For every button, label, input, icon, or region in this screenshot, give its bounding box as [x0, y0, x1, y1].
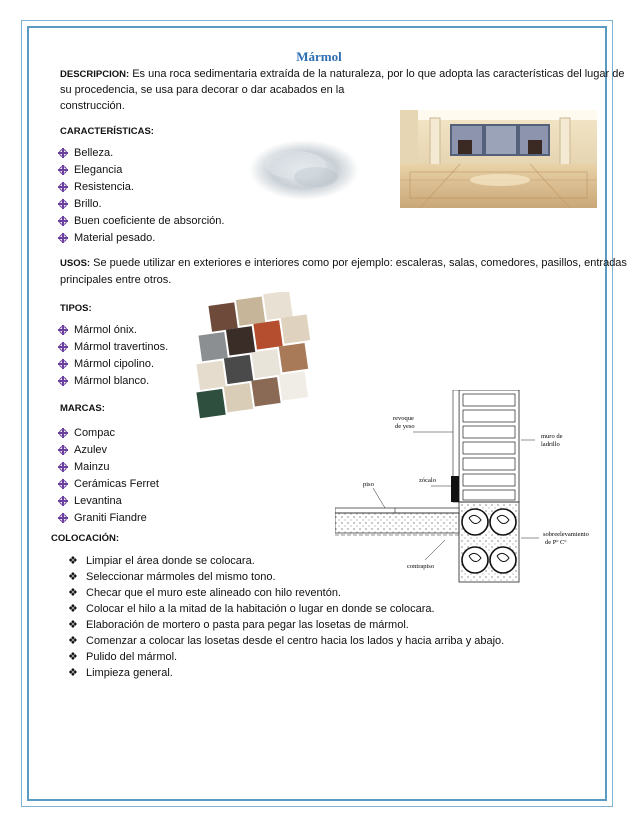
diamond-bullet-icon: ❖ [68, 635, 78, 647]
list-item: Mármol travertinos. [58, 339, 168, 356]
diamond-bullet-icon: ❖ [68, 555, 78, 567]
bullet-cross-icon [58, 148, 68, 158]
diamond-bullet-icon: ❖ [68, 587, 78, 599]
diamond-bullet-icon: ❖ [68, 651, 78, 663]
usos-text-2: principales entre otros. [60, 274, 172, 286]
list-item: Levantina [58, 493, 159, 510]
bullet-cross-icon [58, 199, 68, 209]
diamond-bullet-icon: ❖ [68, 667, 78, 679]
list-item: Graniti Fiandre [58, 510, 159, 527]
list-item: ❖ Limpiar el área donde se colocara. [68, 555, 255, 567]
list-item: ❖ Pulido del mármol. [68, 651, 178, 663]
tipos-label: TIPOS: [60, 303, 92, 314]
bullet-cross-icon [58, 496, 68, 506]
bullet-cross-icon [58, 342, 68, 352]
descripcion-label: DESCRIPCION: [60, 69, 130, 80]
list-item: ❖ Seleccionar mármoles del mismo tono. [68, 571, 276, 583]
label-sobreelevamiento: sobreelevamiento [543, 531, 589, 538]
label-muro: muro de [541, 433, 563, 440]
marcas-label: MARCAS: [60, 403, 105, 414]
page-title: Mármol [296, 49, 342, 64]
caracteristicas-label: CARACTERÍSTICAS: [60, 126, 154, 137]
bullet-cross-icon [58, 233, 68, 243]
diamond-bullet-icon: ❖ [68, 603, 78, 615]
list-item: Compac [58, 425, 159, 442]
list-item: Mármol cipolino. [58, 356, 168, 373]
marble-rock-photo [246, 137, 362, 203]
marble-floor-photo [400, 110, 597, 208]
label-revoque: revoque [393, 415, 414, 422]
descripcion-text-1: Es una roca sedimentaria extraída de la naturaleza, por lo que adopta las características del lugar de [132, 68, 625, 80]
list-item: ❖ Limpieza general. [68, 667, 173, 679]
bullet-cross-icon [58, 165, 68, 175]
list-item: ❖ Checar que el muro este alineado con hilo reventón. [68, 587, 341, 599]
bullet-cross-icon [58, 513, 68, 523]
label-piso: piso [363, 481, 374, 488]
list-item: Brillo. [58, 196, 224, 213]
label-contrapiso: contrapiso [407, 563, 435, 570]
list-item: Material pesado. [58, 230, 224, 247]
descripcion-text-3: construcción. [60, 100, 125, 112]
usos-label: USOS: [60, 258, 91, 269]
bullet-cross-icon [58, 428, 68, 438]
list-item: Belleza. [58, 145, 224, 162]
bullet-cross-icon [58, 376, 68, 386]
list-item: Cerámicas Ferret [58, 476, 159, 493]
colocacion-list [66, 553, 504, 681]
list-item: Mármol ónix. [58, 322, 168, 339]
bullet-cross-icon [58, 216, 68, 226]
bullet-cross-icon [58, 445, 68, 455]
descripcion-text-2: su procedencia, se usa para decorar o dar acabados en la [60, 84, 345, 96]
bullet-cross-icon [58, 462, 68, 472]
label-sobreelevamiento-2: de Pº Cº [545, 539, 567, 546]
list-item: Mainzu [58, 459, 159, 476]
diamond-bullet-icon: ❖ [68, 571, 78, 583]
list-item: Resistencia. [58, 179, 224, 196]
list-item: Azulev [58, 442, 159, 459]
label-zocalo: zócalo [419, 477, 436, 484]
list-item: ❖ Comenzar a colocar las losetas desde el centro hacia los lados y hacia arriba y abajo. [68, 635, 505, 647]
list-item: Buen coeficiente de absorción. [58, 213, 224, 230]
diamond-bullet-icon: ❖ [68, 619, 78, 631]
list-item: ❖ Colocar el hilo a la mitad de la habitación o lugar en donde se colocara. [68, 603, 435, 615]
bullet-cross-icon [58, 359, 68, 369]
usos-text-1: Se puede utilizar en exteriores e interiores como por ejemplo: escaleras, salas, comedores, pasillos, entradas [93, 257, 627, 269]
label-muro-2: ladrillo [541, 441, 560, 448]
usos-line-1 [60, 255, 627, 272]
marcas-list [58, 425, 159, 527]
caracteristicas-list [58, 145, 224, 247]
list-item: ❖ Elaboración de mortero o pasta para pegar las losetas de mármol. [68, 619, 409, 631]
colocacion-label: COLOCACIÓN: [51, 533, 120, 544]
label-revoque-2: de yeso [395, 423, 415, 430]
list-item: Mármol blanco. [58, 373, 168, 390]
bullet-cross-icon [58, 479, 68, 489]
bullet-cross-icon [58, 325, 68, 335]
descripcion-line-1 [60, 66, 624, 83]
bullet-cross-icon [58, 182, 68, 192]
marble-tiles-photo [188, 292, 323, 422]
list-item: Elegancia [58, 162, 224, 179]
tipos-list [58, 322, 168, 390]
